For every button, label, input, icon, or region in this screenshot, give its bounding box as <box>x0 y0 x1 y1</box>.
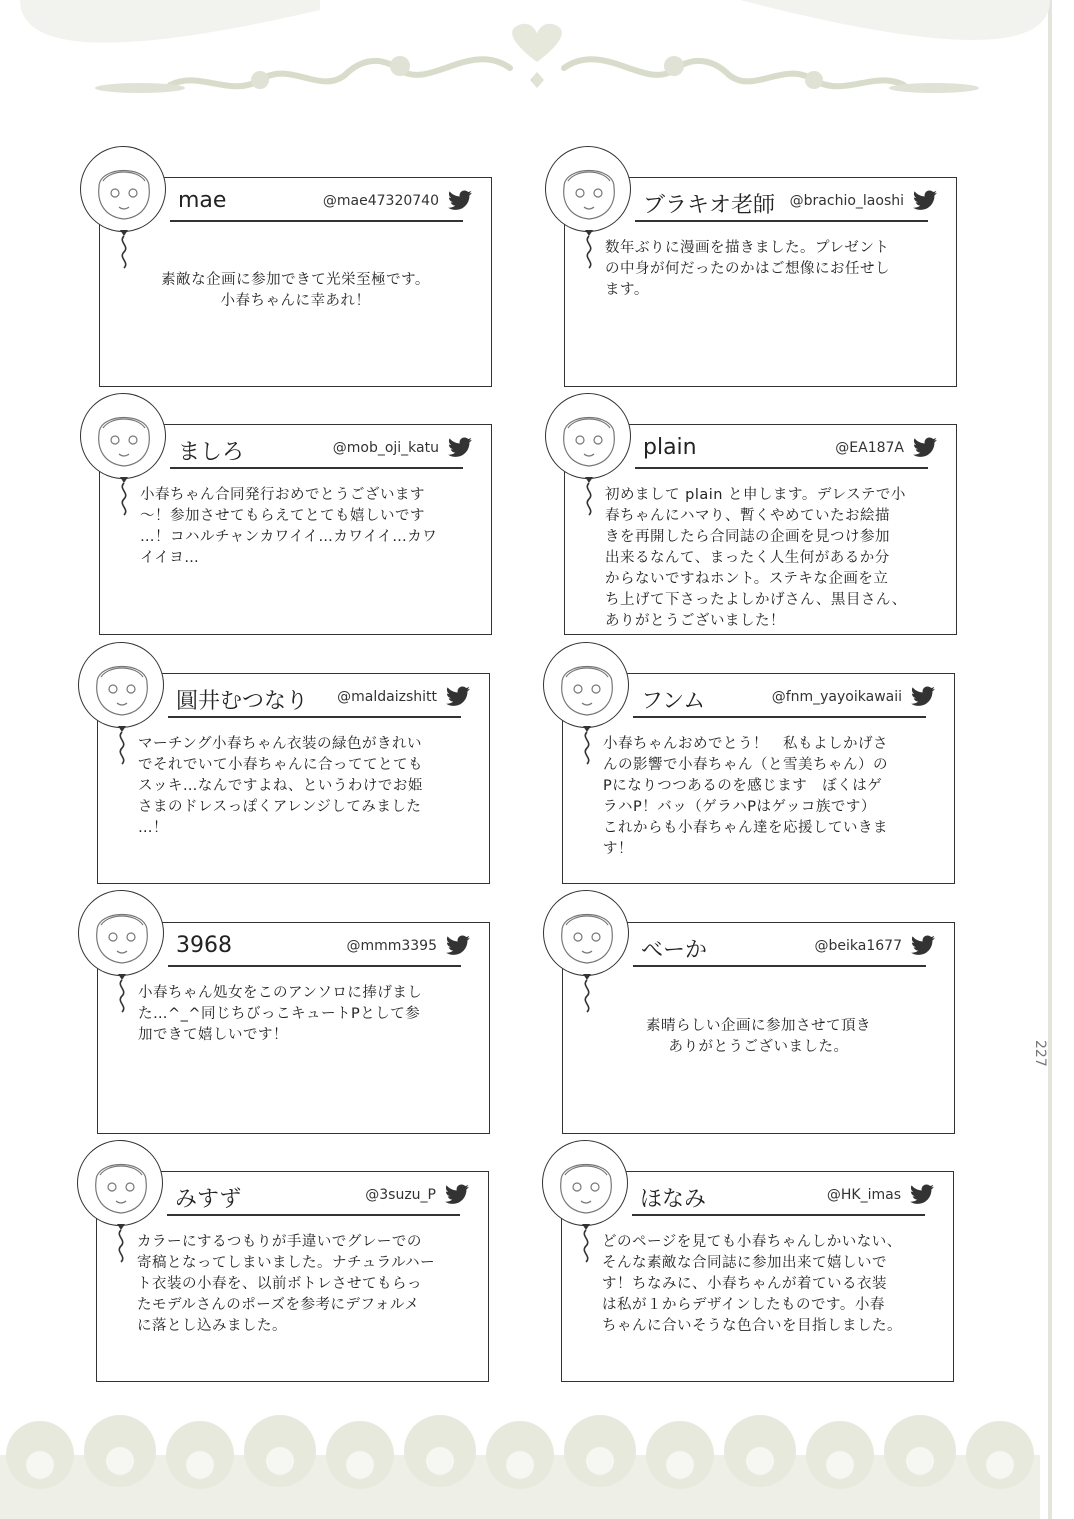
author-name: mae <box>178 188 227 213</box>
avatar-balloon <box>78 890 164 976</box>
twitter-bird-icon <box>912 437 938 459</box>
header-divider <box>635 467 928 469</box>
header-divider <box>170 220 463 222</box>
header-divider <box>170 467 463 469</box>
twitter-handle: @maldaizshitt <box>337 689 437 705</box>
author-name: plain <box>643 435 697 460</box>
avatar-balloon <box>543 642 629 728</box>
twitter-handle: @mmm3395 <box>346 938 437 954</box>
twitter-bird-icon <box>909 1184 935 1206</box>
twitter-bird-icon <box>445 686 471 708</box>
twitter-bird-icon <box>910 935 936 957</box>
comment-text: 小春ちゃんおめでとう！ 私もよしかげさ んの影響で小春ちゃん（と雪美ちゃん）の Pになりつつあるのを感じます ぼくはゲ ラハP！バッ（ゲラハPはゲッコ族です） これからも小春ちゃん達を応援していきま す！ <box>603 736 888 857</box>
balloon-string-icon <box>579 230 599 270</box>
twitter-handle: @fnm_yayoikawaii <box>771 689 902 705</box>
author-name: べーか <box>641 938 708 963</box>
bottom-lace-ornament <box>0 1415 1074 1519</box>
avatar-balloon <box>543 890 629 976</box>
twitter-bird-icon <box>447 190 473 212</box>
header-divider <box>635 220 928 222</box>
avatar-balloon <box>542 1140 628 1226</box>
avatar-balloon <box>78 642 164 728</box>
twitter-handle: @mae47320740 <box>322 193 439 209</box>
comment-text: 素晴らしい企画に参加させて頂き ありがとうございました。 <box>646 1018 871 1055</box>
page-edge-strip <box>1048 0 1052 1519</box>
header-divider <box>167 1214 460 1216</box>
header-divider <box>632 1214 925 1216</box>
twitter-handle: @3suzu_P <box>365 1187 436 1203</box>
balloon-string-icon <box>577 726 597 766</box>
twitter-bird-icon <box>444 1184 470 1206</box>
author-name: ましろ <box>178 440 245 465</box>
twitter-bird-icon <box>445 935 471 957</box>
balloon-string-icon <box>112 726 132 766</box>
balloon-string-icon <box>576 1224 596 1264</box>
twitter-bird-icon <box>447 437 473 459</box>
page-number: 227 <box>1032 1040 1048 1067</box>
balloon-string-icon <box>112 974 132 1014</box>
comment-text: 小春ちゃん処女をこのアンソロに捧げまし た…^_^同じちびっこキュートPとして参 加できて嬉しいです！ <box>138 985 423 1043</box>
comment-text: どのページを見ても小春ちゃんしかいない、 そんな素敵な合同誌に参加出来て嬉しいで す！ちなみに、小春ちゃんが着ている衣装 は私が１からデザインしたものです。小春 ちゃんに合いそうな色合いを目指しました。 <box>602 1234 902 1334</box>
comment-text: 小春ちゃん合同発行おめでとうございます ～！参加させてもらえてとても嬉しいです …！コハルチャンカワイイ…カワイイ…カワイイヨ… <box>140 487 438 566</box>
author-name: 圓井むつなり <box>176 689 309 714</box>
author-name: みすず <box>175 1187 242 1212</box>
avatar-balloon <box>545 393 631 479</box>
balloon-string-icon <box>577 974 597 1014</box>
comment-text: 初めまして plain と申します。デレステで小 春ちゃんにハマり、暫くやめていたお絵描 きを再開したら合同誌の企画を見つけ参加 出来るなんて、まったく人生何があるか分 からないですねホント。ステキな企画を立 ち上げて下さったよしかげさん、黒目さん、 ありがとうございました！ <box>605 487 907 629</box>
twitter-handle: @HK_imas <box>826 1187 901 1203</box>
author-name: フンム <box>641 689 706 714</box>
comment-text: 素敵な企画に参加できて光栄至極です。 小春ちゃんに幸あれ！ <box>161 272 430 309</box>
twitter-handle: @EA187A <box>835 440 904 456</box>
balloon-string-icon <box>579 477 599 517</box>
comment-text: カラーにするつもりが手違いでグレーでの 寄稿となってしまいました。ナチュラルハー ト衣装の小春を、以前ボトレさせてもらっ たモデルさんのポーズを参考にデフォルメ に落とし込みました。 <box>137 1234 436 1334</box>
avatar-balloon <box>545 146 631 232</box>
twitter-handle: @beika1677 <box>814 938 902 954</box>
author-name: ブラキオ老師 <box>643 193 776 218</box>
header-divider <box>168 965 461 967</box>
twitter-bird-icon <box>910 686 936 708</box>
twitter-handle: @mob_oji_katu <box>332 440 439 456</box>
avatar-balloon <box>80 146 166 232</box>
twitter-bird-icon <box>912 190 938 212</box>
balloon-string-icon <box>114 477 134 517</box>
balloon-string-icon <box>114 230 134 270</box>
author-name: 3968 <box>176 933 232 958</box>
heart-icon <box>512 24 562 62</box>
comment-text: 数年ぶりに漫画を描きました。プレゼント の中身が何だったのかはご想像にお任せし ます。 <box>605 240 890 298</box>
twitter-handle: @brachio_laoshi <box>789 193 904 209</box>
header-divider <box>168 716 461 718</box>
avatar-balloon <box>80 393 166 479</box>
comment-text: マーチング小春ちゃん衣装の緑色がきれい でそれでいて小春ちゃんに合っててとても スッキ…なんですよね、というわけでお姫 さまのドレスっぽくアレンジしてみました …！ <box>138 736 423 836</box>
header-divider <box>633 965 926 967</box>
header-divider <box>633 716 926 718</box>
avatar-balloon <box>77 1140 163 1226</box>
author-name: ほなみ <box>640 1187 707 1212</box>
top-ornament <box>0 0 1074 110</box>
balloon-string-icon <box>111 1224 131 1264</box>
